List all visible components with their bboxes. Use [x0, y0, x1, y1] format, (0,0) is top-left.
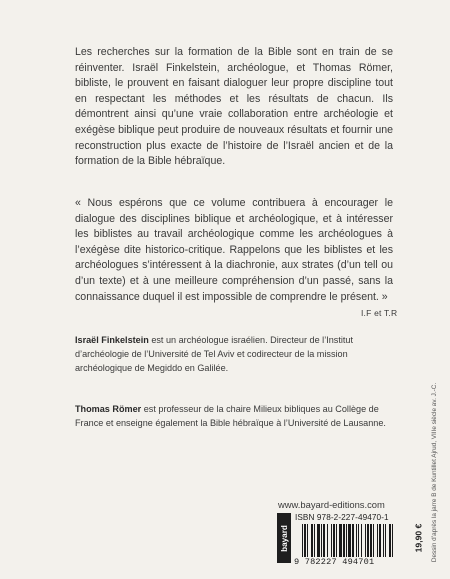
- cover-credit-text: Dessin d’après la jarre B de Kuntillet Ajrud, VIIIe siècle av. J.-C.: [431, 382, 439, 563]
- barcode-number: 9 782227 494701: [294, 557, 375, 567]
- price-text: 19,90 €: [413, 523, 423, 553]
- author-bio-text: est professeur de la chaire Milieux bibliques au Collège de France et enseigne également la Bible hébraïque à l’Université de Lausanne.: [75, 404, 386, 428]
- author-name: Israël Finkelstein: [75, 335, 149, 345]
- quote-signature: I.F et T.R: [361, 308, 398, 318]
- author-bio-finkelstein: [75, 334, 393, 375]
- cover-credit: [427, 375, 443, 570]
- publisher-logo-text: bayard: [279, 524, 289, 552]
- publisher-logo: [277, 513, 291, 563]
- author-name: Thomas Römer: [75, 404, 142, 414]
- barcode-block: [292, 511, 412, 569]
- isbn-text: ISBN 978-2-227-49470-1: [295, 513, 389, 522]
- author-bio-romer: [75, 403, 393, 431]
- intro-paragraph: Les recherches sur la formation de la Bible sont en train de se réinventer. Israël Finkelstein, archéologue, et Thomas Römer, bibliste, le prouvent en faisant dialoguer leur propre discipline tout en respectant les méthodes et les résultats de chacun. Ils démontrent ainsi qu’une vraie collaboration entre archéologie et exégèse biblique peut produire de nouveaux résultats et fournir une reconstruction plus exacte de l’histoire de l’Israël ancien et de la formation de la Bible hébraïque.: [75, 46, 393, 168]
- publisher-website: www.bayard-editions.com: [278, 499, 385, 510]
- author-bio-text: est un archéologue israélien. Directeur de l’Institut d’archéologie de l’Université de Tel Aviv et codirecteur de la mission archéologique de Megiddo en Galilée.: [75, 335, 354, 373]
- barcode-image: [302, 524, 404, 557]
- price-label: [412, 513, 424, 563]
- quote-paragraph: « Nous espérons que ce volume contribuera à encourager le dialogue des disciplines biblique et archéologique, et à intéresser les biblistes au travail archéologique comme les archéologues à l’exégèse dite historico-critique. Rappelons que les biblistes et les archéologues s’intéressent à la diachronie, aux strates (d’un tell ou d’un texte) et à une meilleure compréhension d’un passé, sans la connaissance duquel il est impossible de comprendre le présent. »: [75, 197, 393, 303]
